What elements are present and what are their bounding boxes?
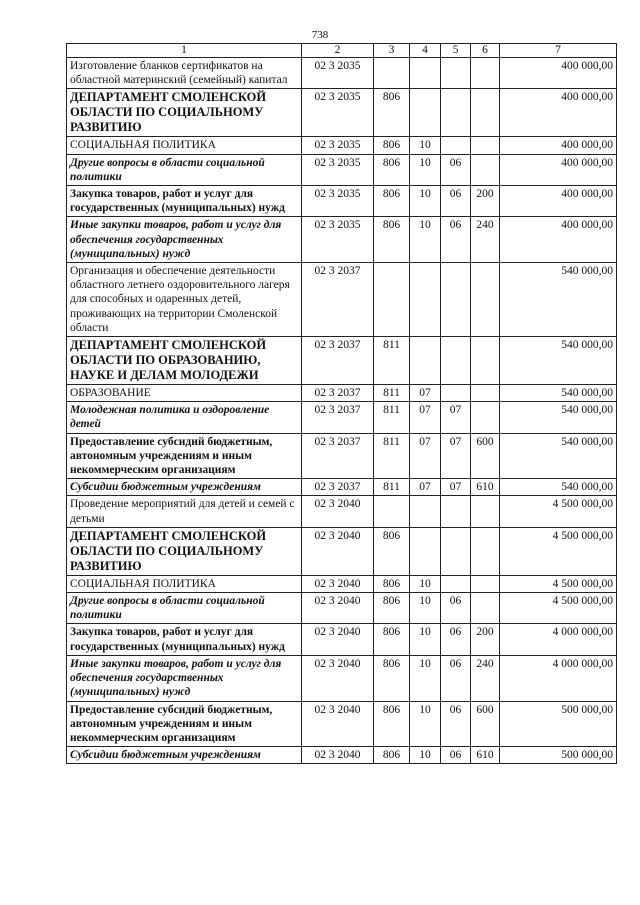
row-code: 02 3 2037 [302, 479, 374, 496]
row-name: Иные закупки товаров, работ и услуг для обеспечения государственных (муниципальных) нужд [67, 655, 302, 701]
table-row [67, 58, 617, 89]
row-col3: 806 [374, 701, 410, 747]
row-col3: 811 [374, 337, 410, 385]
row-amount: 4 000 000,00 [500, 624, 617, 655]
row-col5: 07 [441, 479, 471, 496]
row-code: 02 3 2040 [302, 655, 374, 701]
row-code: 02 3 2035 [302, 186, 374, 217]
row-col4: 10 [410, 154, 441, 185]
row-col5: 06 [441, 217, 471, 263]
row-col4: 10 [410, 217, 441, 263]
row-amount: 540 000,00 [500, 385, 617, 402]
row-col5 [441, 575, 471, 592]
row-code: 02 3 2040 [302, 593, 374, 624]
row-col4: 10 [410, 593, 441, 624]
row-col5 [441, 263, 471, 337]
row-col4: 10 [410, 575, 441, 592]
row-code: 02 3 2040 [302, 527, 374, 575]
row-col6 [471, 385, 500, 402]
row-col4: 10 [410, 701, 441, 747]
row-amount: 400 000,00 [500, 217, 617, 263]
row-name: СОЦИАЛЬНАЯ ПОЛИТИКА [67, 137, 302, 154]
row-amount: 540 000,00 [500, 263, 617, 337]
row-col3: 811 [374, 433, 410, 479]
row-col5: 06 [441, 154, 471, 185]
row-amount: 540 000,00 [500, 479, 617, 496]
row-col5 [441, 137, 471, 154]
table-row [67, 655, 617, 701]
column-header-name: 1 [67, 44, 302, 58]
row-name: Другие вопросы в области социальной политики [67, 154, 302, 185]
row-amount: 400 000,00 [500, 58, 617, 89]
row-name: Субсидии бюджетным учреждениям [67, 479, 302, 496]
table-row [67, 385, 617, 402]
row-name: ДЕПАРТАМЕНТ СМОЛЕНСКОЙ ОБЛАСТИ ПО СОЦИАЛЬНОМУ РАЗВИТИЮ [67, 89, 302, 137]
row-code: 02 3 2035 [302, 58, 374, 89]
row-code: 02 3 2037 [302, 263, 374, 337]
row-col5 [441, 89, 471, 137]
row-col5 [441, 496, 471, 527]
budget-table [66, 43, 617, 764]
row-amount: 4 500 000,00 [500, 575, 617, 592]
table-row [67, 89, 617, 137]
row-code: 02 3 2037 [302, 433, 374, 479]
row-col5 [441, 527, 471, 575]
row-col4: 07 [410, 433, 441, 479]
row-col5: 06 [441, 593, 471, 624]
row-col3: 806 [374, 217, 410, 263]
table-row [67, 137, 617, 154]
row-name: ОБРАЗОВАНИЕ [67, 385, 302, 402]
row-code: 02 3 2040 [302, 701, 374, 747]
row-col3: 811 [374, 402, 410, 433]
table-row [67, 624, 617, 655]
table-row [67, 496, 617, 527]
row-col6 [471, 337, 500, 385]
column-header-amount: 7 [500, 44, 617, 58]
row-code: 02 3 2037 [302, 385, 374, 402]
row-col5: 07 [441, 402, 471, 433]
row-col5: 07 [441, 433, 471, 479]
row-col6: 240 [471, 655, 500, 701]
row-col6 [471, 263, 500, 337]
row-col3 [374, 263, 410, 337]
table-row [67, 402, 617, 433]
table-row [67, 433, 617, 479]
row-name: СОЦИАЛЬНАЯ ПОЛИТИКА [67, 575, 302, 592]
row-col3: 806 [374, 593, 410, 624]
row-name: Закупка товаров, работ и услуг для государственных (муниципальных) нужд [67, 624, 302, 655]
row-col5 [441, 58, 471, 89]
table-row [67, 747, 617, 764]
row-name: Изготовление бланков сертификатов на областной материнский (семейный) капитал [67, 58, 302, 89]
table-row [67, 154, 617, 185]
row-col6 [471, 496, 500, 527]
row-col4 [410, 89, 441, 137]
row-col3: 806 [374, 527, 410, 575]
row-name: Предоставление субсидий бюджетным, автономным учреждениям и иным некоммерческим организациям [67, 701, 302, 747]
page-number: 738 [311, 29, 329, 41]
row-col4: 10 [410, 655, 441, 701]
row-col6: 200 [471, 624, 500, 655]
table-row [67, 593, 617, 624]
row-col4 [410, 496, 441, 527]
row-col6 [471, 527, 500, 575]
row-col6: 610 [471, 747, 500, 764]
row-col3: 811 [374, 479, 410, 496]
row-name: Закупка товаров, работ и услуг для государственных (муниципальных) нужд [67, 186, 302, 217]
row-col6: 600 [471, 701, 500, 747]
row-col3: 811 [374, 385, 410, 402]
row-name: Иные закупки товаров, работ и услуг для обеспечения государственных (муниципальных) нужд [67, 217, 302, 263]
row-col6: 240 [471, 217, 500, 263]
row-code: 02 3 2040 [302, 624, 374, 655]
row-amount: 500 000,00 [500, 701, 617, 747]
row-col3: 806 [374, 137, 410, 154]
row-amount: 4 000 000,00 [500, 655, 617, 701]
row-col6 [471, 137, 500, 154]
row-col3: 806 [374, 186, 410, 217]
row-col3 [374, 496, 410, 527]
row-col3: 806 [374, 655, 410, 701]
row-col6 [471, 402, 500, 433]
column-header-5: 5 [441, 44, 471, 58]
row-col3: 806 [374, 154, 410, 185]
column-header-4: 4 [410, 44, 441, 58]
row-amount: 4 500 000,00 [500, 527, 617, 575]
row-col3: 806 [374, 747, 410, 764]
row-name: Молодежная политика и оздоровление детей [67, 402, 302, 433]
row-col5: 06 [441, 186, 471, 217]
row-code: 02 3 2035 [302, 154, 374, 185]
row-col4 [410, 263, 441, 337]
row-code: 02 3 2035 [302, 217, 374, 263]
row-col5: 06 [441, 655, 471, 701]
table-row [67, 701, 617, 747]
row-code: 02 3 2040 [302, 496, 374, 527]
row-col4: 07 [410, 385, 441, 402]
row-amount: 400 000,00 [500, 186, 617, 217]
row-col6 [471, 593, 500, 624]
column-header-code: 2 [302, 44, 374, 58]
row-col6 [471, 575, 500, 592]
row-name: ДЕПАРТАМЕНТ СМОЛЕНСКОЙ ОБЛАСТИ ПО СОЦИАЛЬНОМУ РАЗВИТИЮ [67, 527, 302, 575]
row-col6: 610 [471, 479, 500, 496]
row-amount: 500 000,00 [500, 747, 617, 764]
row-name: Субсидии бюджетным учреждениям [67, 747, 302, 764]
row-amount: 400 000,00 [500, 154, 617, 185]
row-name: ДЕПАРТАМЕНТ СМОЛЕНСКОЙ ОБЛАСТИ ПО ОБРАЗОВАНИЮ, НАУКЕ И ДЕЛАМ МОЛОДЕЖИ [67, 337, 302, 385]
row-col6: 200 [471, 186, 500, 217]
row-amount: 540 000,00 [500, 433, 617, 479]
row-name: Предоставление субсидий бюджетным, автономным учреждениям и иным некоммерческим организациям [67, 433, 302, 479]
row-amount: 4 500 000,00 [500, 593, 617, 624]
row-col6 [471, 154, 500, 185]
column-header-3: 3 [374, 44, 410, 58]
row-col4: 07 [410, 402, 441, 433]
row-code: 02 3 2040 [302, 575, 374, 592]
row-name: Проведение мероприятий для детей и семей с детьми [67, 496, 302, 527]
table-row [67, 217, 617, 263]
row-code: 02 3 2035 [302, 137, 374, 154]
row-code: 02 3 2040 [302, 747, 374, 764]
table-row [67, 186, 617, 217]
row-col6: 600 [471, 433, 500, 479]
column-header-6: 6 [471, 44, 500, 58]
table-row [67, 263, 617, 337]
header-row [67, 44, 617, 58]
row-col4: 07 [410, 479, 441, 496]
table-row [67, 479, 617, 496]
row-col4: 10 [410, 186, 441, 217]
row-col4 [410, 58, 441, 89]
row-code: 02 3 2037 [302, 402, 374, 433]
row-col5 [441, 337, 471, 385]
row-name: Другие вопросы в области социальной политики [67, 593, 302, 624]
row-col6 [471, 58, 500, 89]
row-name: Организация и обеспечение деятельности областного летнего оздоровительного лагеря для способных и одаренных детей, проживающих на территории Смоленской области [67, 263, 302, 337]
row-col5: 06 [441, 701, 471, 747]
row-col3 [374, 58, 410, 89]
row-code: 02 3 2037 [302, 337, 374, 385]
row-col4: 10 [410, 747, 441, 764]
row-col4: 10 [410, 137, 441, 154]
table-row [67, 575, 617, 592]
row-amount: 400 000,00 [500, 137, 617, 154]
row-amount: 400 000,00 [500, 89, 617, 137]
row-col4 [410, 337, 441, 385]
row-amount: 540 000,00 [500, 337, 617, 385]
row-col4: 10 [410, 624, 441, 655]
table-row [67, 337, 617, 385]
row-amount: 540 000,00 [500, 402, 617, 433]
table-row [67, 527, 617, 575]
row-amount: 4 500 000,00 [500, 496, 617, 527]
row-col5: 06 [441, 624, 471, 655]
row-col5: 06 [441, 747, 471, 764]
row-col6 [471, 89, 500, 137]
row-col3: 806 [374, 624, 410, 655]
row-col3: 806 [374, 89, 410, 137]
row-col3: 806 [374, 575, 410, 592]
row-col4 [410, 527, 441, 575]
row-col5 [441, 385, 471, 402]
row-code: 02 3 2035 [302, 89, 374, 137]
